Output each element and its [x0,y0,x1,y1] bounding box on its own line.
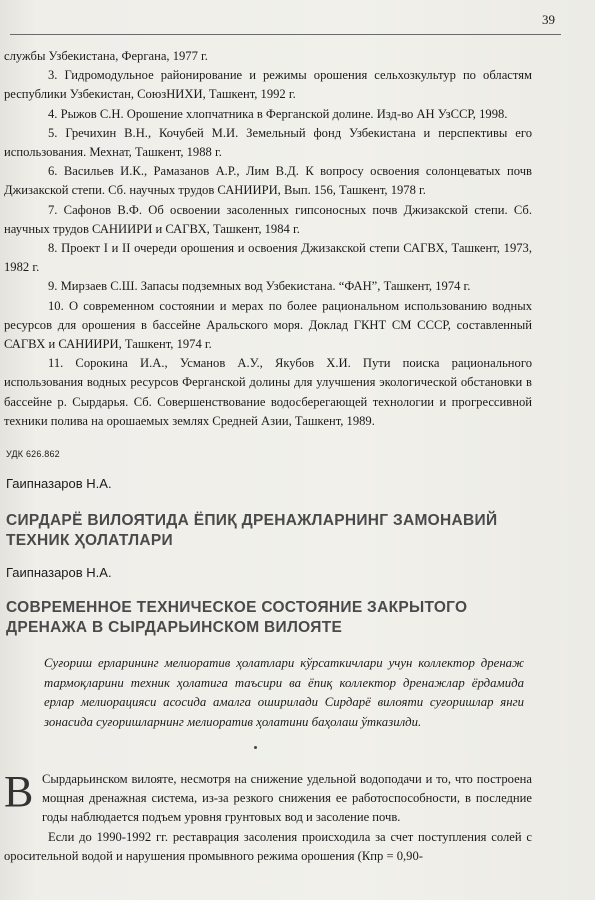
header-rule [10,34,561,35]
abstract: Суғориш ерларининг мелиоратив ҳолатлари кўрсаткичлари учун коллектор дренаж тармоқларини техник ҳолатига таъсири ва ёпиқ коллектор дренажлар ёрдамида ерлар мелиорацияси асосида амалга оширилади Сирдарё вилояти суғоришлар янги зонасида суғоришларнинг мелиоратив ҳолатини баҳолаш ўтказилди. [44,656,524,729]
reference-item: 9. Мирзаев С.Ш. Запасы подземных вод Узбекистана. “ФАН”, Ташкент, 1974 г. [48,279,471,294]
reference-list [4,47,532,431]
author-uz: Гаипназаров Н.А. [6,476,112,491]
page-number: 39 [542,12,555,27]
reference-item: 11. Сорокина И.А., Усманов А.У., Якубов Х.И. Пути поиска рационального использования водных ресурсов Ферганской долины для улучшения экологической обстановки в бассейне р. Сырдарья. Сб. Совершенствование водосберегающей технологии и прогрессивной техники полива на орошаемых землях Средней Азии, Ташкент, 1989. [4,356,532,428]
article-body [4,767,532,866]
author-ru: Гаипназаров Н.А. [6,565,112,580]
drop-cap: В [4,767,34,816]
body-paragraph: Сырдарьинском вилояте, несмотря на снижение удельной водоподачи и то, что построена мощная дренажная система, из-за резкого снижения ее работоспособности, в последние годы наблюдается подъем уровня грунтовых вод и засоление почв. [42,772,532,825]
udk-code: УДК 626.862 [6,449,60,459]
separator-dot [254,746,257,749]
article-title-uz: СИРДАРЁ ВИЛОЯТИДА ЁПИҚ ДРЕНАЖЛАРНИНГ ЗАМОНАВИЙ ТЕХНИК ҲОЛАТЛАРИ [6,512,498,549]
reference-item: 3. Гидромодульное районирование и режимы орошения сельхозкультур по областям республики Узбекистан, СоюзНИХИ, Ташкент, 1992 г. [4,68,532,102]
reference-item: 8. Проект I и II очереди орошения и освоения Джизакской степи САГВХ, Ташкент, 1973, 1982 г. [4,241,532,275]
article-title-ru: СОВРЕМЕННОЕ ТЕХНИЧЕСКОЕ СОСТОЯНИЕ ЗАКРЫТОГО ДРЕНАЖА В СЫРДАРЬИНСКОМ ВИЛОЯТЕ [6,599,468,636]
reference-item: 10. О современном состоянии и мерах по более рациональном использованию водных ресурсов для орошения в бассейне Аральского моря. Доклад ГКНТ СМ СССР, составленный САГВХ и САНИИРИ, Ташкент, 1974 г. [4,298,532,352]
reference-item: службы Узбекистана, Фергана, 1977 г. [4,49,208,63]
reference-item: 7. Сафонов В.Ф. Об освоении засоленных гипсоносных почв Джизакской степи. Сб. научных трудов САНИИРИ и САГВХ, Ташкент, 1984 г. [4,202,532,236]
reference-item: 5. Гречихин В.Н., Кочубей М.И. Земельный фонд Узбекистана и перспективы его использования. Мехнат, Ташкент, 1988 г. [4,125,532,160]
body-paragraph: Если до 1990-1992 гг. реставрация засоления происходила за счет поступления солей с оросительной водой и нарушения промывного режима орошения (Кпр = 0,90- [4,829,532,863]
reference-item: 4. Рыжов С.Н. Орошение хлопчатника в Ферганской долине. Изд-во АН УзССР, 1998. [48,106,508,121]
reference-item: 6. Васильев И.К., Рамазанов А.Р., Лим В.Д. К вопросу освоения солонцеватых почв Джизакской степи. Сб. научных трудов САНИИРИ, Вып. 156, Ташкент, 1978 г. [4,164,532,198]
